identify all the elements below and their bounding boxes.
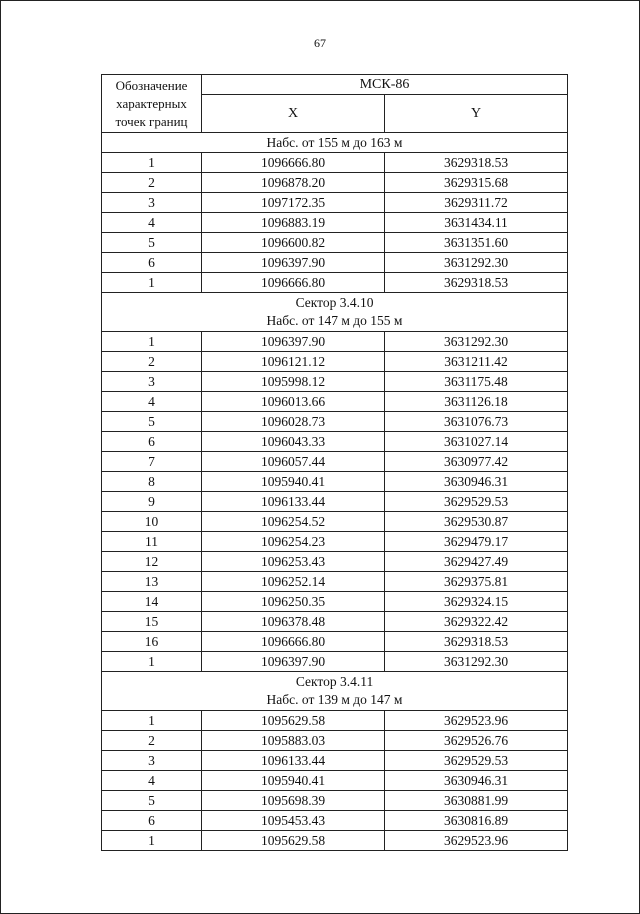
table-row — [102, 771, 568, 791]
table-body — [102, 133, 568, 851]
coord-x: 1095453.43 — [202, 811, 385, 831]
point-number: 6 — [102, 811, 202, 831]
coord-x: 1097172.35 — [202, 193, 385, 213]
point-number: 1 — [102, 332, 202, 352]
coord-y: 3629311.72 — [385, 193, 568, 213]
table-row — [102, 811, 568, 831]
table-row — [102, 731, 568, 751]
sector-title: Сектор 3.4.10 — [295, 295, 374, 310]
coord-y: 3629523.96 — [385, 711, 568, 731]
coord-x: 1096250.35 — [202, 592, 385, 612]
coord-x: 1096397.90 — [202, 332, 385, 352]
coord-y: 3630816.89 — [385, 811, 568, 831]
point-number: 3 — [102, 751, 202, 771]
coord-y: 3631292.30 — [385, 253, 568, 273]
point-number: 8 — [102, 472, 202, 492]
section-header — [102, 293, 568, 332]
sector-title: Сектор 3.4.11 — [295, 674, 374, 689]
page-number: 67 — [314, 36, 326, 50]
point-number: 1 — [102, 711, 202, 731]
point-number: 1 — [102, 153, 202, 173]
coord-y: 3629523.96 — [385, 831, 568, 851]
coord-x: 1095883.03 — [202, 731, 385, 751]
table-row — [102, 233, 568, 253]
coord-y: 3629530.87 — [385, 512, 568, 532]
table-row — [102, 791, 568, 811]
table-row — [102, 652, 568, 672]
coord-y: 3629324.15 — [385, 592, 568, 612]
point-number: 6 — [102, 253, 202, 273]
coord-y: 3629427.49 — [385, 552, 568, 572]
point-number: 2 — [102, 731, 202, 751]
table-row — [102, 213, 568, 233]
table-row — [102, 592, 568, 612]
point-number: 3 — [102, 372, 202, 392]
coord-x: 1096254.23 — [202, 532, 385, 552]
coord-x: 1095940.41 — [202, 771, 385, 791]
point-number: 5 — [102, 233, 202, 253]
coord-y: 3631175.48 — [385, 372, 568, 392]
coord-y: 3631076.73 — [385, 412, 568, 432]
coord-x: 1096043.33 — [202, 432, 385, 452]
point-number: 12 — [102, 552, 202, 572]
coord-x: 1095998.12 — [202, 372, 385, 392]
point-number: 1 — [102, 831, 202, 851]
table-row — [102, 492, 568, 512]
coord-y: 3629318.53 — [385, 153, 568, 173]
coord-x: 1096378.48 — [202, 612, 385, 632]
table-row — [102, 452, 568, 472]
table-row — [102, 532, 568, 552]
table-row — [102, 612, 568, 632]
header-point-designation: Обозначение характерных точек границ — [102, 75, 202, 133]
point-number: 2 — [102, 173, 202, 193]
table-row — [102, 711, 568, 731]
coord-x: 1096252.14 — [202, 572, 385, 592]
coord-x: 1096133.44 — [202, 492, 385, 512]
table-row — [102, 352, 568, 372]
point-number: 2 — [102, 352, 202, 372]
coord-x: 1095629.58 — [202, 831, 385, 851]
table-row — [102, 173, 568, 193]
point-number: 1 — [102, 652, 202, 672]
coord-x: 1096253.43 — [202, 552, 385, 572]
section-header-row — [102, 133, 568, 153]
coord-y: 3631292.30 — [385, 652, 568, 672]
table-row — [102, 552, 568, 572]
point-number: 6 — [102, 432, 202, 452]
coord-x: 1096883.19 — [202, 213, 385, 233]
point-number: 4 — [102, 771, 202, 791]
point-number: 15 — [102, 612, 202, 632]
header-x: X — [202, 95, 385, 133]
coord-y: 3630946.31 — [385, 472, 568, 492]
table-row — [102, 632, 568, 652]
coord-y: 3629529.53 — [385, 751, 568, 771]
section-header-row — [102, 293, 568, 332]
coord-x: 1096121.12 — [202, 352, 385, 372]
coord-y: 3631126.18 — [385, 392, 568, 412]
table-row — [102, 372, 568, 392]
coord-x: 1096600.82 — [202, 233, 385, 253]
table-row — [102, 193, 568, 213]
table-row — [102, 392, 568, 412]
table-row — [102, 572, 568, 592]
section-header-row — [102, 672, 568, 711]
coord-x: 1096133.44 — [202, 751, 385, 771]
table-row — [102, 831, 568, 851]
coord-x: 1096028.73 — [202, 412, 385, 432]
point-number: 13 — [102, 572, 202, 592]
point-number: 9 — [102, 492, 202, 512]
table-row — [102, 432, 568, 452]
point-number: 4 — [102, 213, 202, 233]
coord-x: 1095698.39 — [202, 791, 385, 811]
coord-x: 1096666.80 — [202, 632, 385, 652]
coord-x: 1096254.52 — [202, 512, 385, 532]
coord-y: 3629375.81 — [385, 572, 568, 592]
coord-y: 3629526.76 — [385, 731, 568, 751]
table-row — [102, 412, 568, 432]
coord-y: 3631027.14 — [385, 432, 568, 452]
coord-y: 3631292.30 — [385, 332, 568, 352]
coordinates-table — [101, 74, 568, 851]
coord-x: 1095629.58 — [202, 711, 385, 731]
height-range: Набс. от 155 м до 163 м — [266, 134, 403, 150]
point-number: 3 — [102, 193, 202, 213]
coord-x: 1096666.80 — [202, 273, 385, 293]
header-coordinate-system: МСК-86 — [202, 75, 568, 95]
height-range: Набс. от 139 м до 147 м — [266, 692, 403, 707]
coord-y: 3629479.17 — [385, 532, 568, 552]
coord-y: 3629322.42 — [385, 612, 568, 632]
point-number: 1 — [102, 273, 202, 293]
coord-y: 3630881.99 — [385, 791, 568, 811]
table-row — [102, 253, 568, 273]
coord-y: 3629318.53 — [385, 273, 568, 293]
table-row — [102, 153, 568, 173]
point-number: 4 — [102, 392, 202, 412]
section-header — [102, 133, 568, 153]
point-number: 16 — [102, 632, 202, 652]
coord-y: 3631351.60 — [385, 233, 568, 253]
coord-y: 3630977.42 — [385, 452, 568, 472]
coord-y: 3629318.53 — [385, 632, 568, 652]
height-range: Набс. от 147 м до 155 м — [266, 313, 403, 328]
coord-x: 1096397.90 — [202, 652, 385, 672]
table-row — [102, 332, 568, 352]
coord-y: 3631211.42 — [385, 352, 568, 372]
table-row — [102, 472, 568, 492]
point-number: 10 — [102, 512, 202, 532]
point-number: 5 — [102, 791, 202, 811]
coord-x: 1096397.90 — [202, 253, 385, 273]
coord-y: 3631434.11 — [385, 213, 568, 233]
coord-y: 3629529.53 — [385, 492, 568, 512]
table-row — [102, 751, 568, 771]
coord-x: 1096013.66 — [202, 392, 385, 412]
point-number: 5 — [102, 412, 202, 432]
table-row — [102, 512, 568, 532]
header-y: Y — [385, 95, 568, 133]
point-number: 11 — [102, 532, 202, 552]
coord-y: 3630946.31 — [385, 771, 568, 791]
section-header — [102, 672, 568, 711]
coord-x: 1096666.80 — [202, 153, 385, 173]
table-row — [102, 273, 568, 293]
coord-y: 3629315.68 — [385, 173, 568, 193]
coord-x: 1096878.20 — [202, 173, 385, 193]
coord-x: 1095940.41 — [202, 472, 385, 492]
coord-x: 1096057.44 — [202, 452, 385, 472]
point-number: 14 — [102, 592, 202, 612]
point-number: 7 — [102, 452, 202, 472]
